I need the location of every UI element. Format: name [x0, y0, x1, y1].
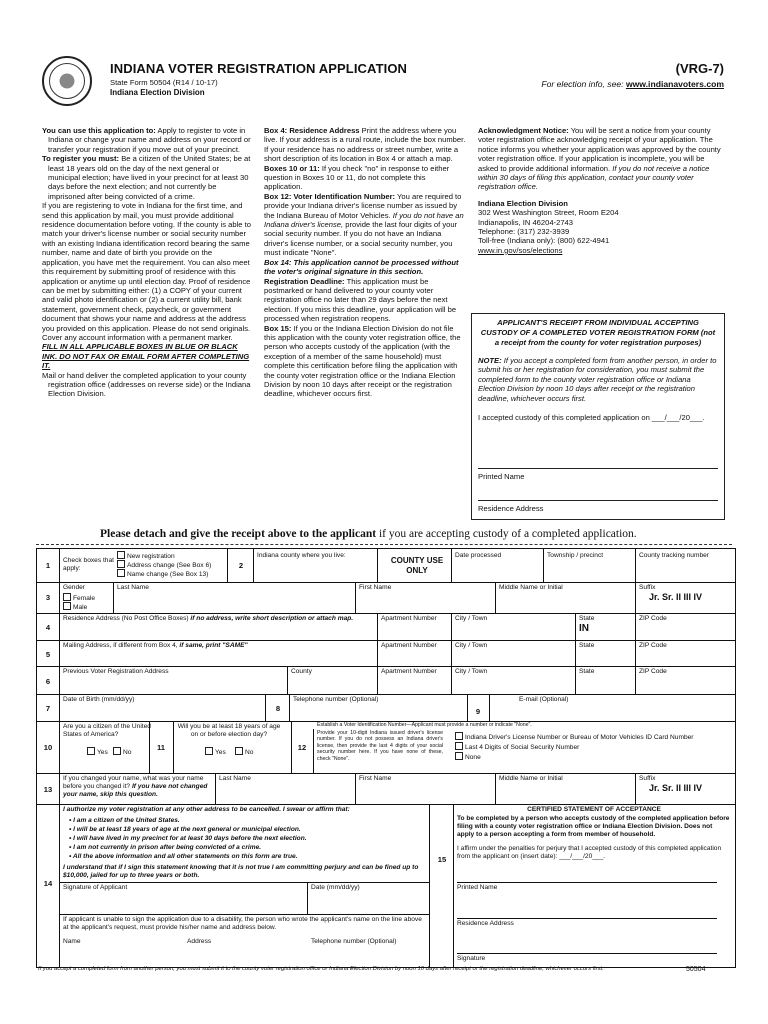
- email-field[interactable]: E-mail (Optional): [519, 696, 569, 703]
- phone-field[interactable]: Telephone number (Optional): [293, 696, 379, 703]
- receipt-printed-name[interactable]: Printed Name: [478, 472, 525, 481]
- age-yes-checkbox[interactable]: Yes: [205, 747, 226, 757]
- state-value: IN: [579, 623, 589, 634]
- residence-address-field[interactable]: Residence Address (No Post Office Boxes) if no address, write short description or attach map.: [63, 615, 354, 622]
- female-checkbox[interactable]: Female: [63, 593, 95, 603]
- form-code: (VRG-7): [675, 61, 724, 76]
- citizen-yes-checkbox[interactable]: Yes: [87, 747, 108, 757]
- name-change-checkbox[interactable]: Name change (See Box 13): [117, 569, 208, 579]
- no-id-checkbox[interactable]: None: [455, 752, 481, 762]
- oath-list: • I am a citizen of the United States. • I will be at least 18 years of age at the next general or municipal election. • I will have lived in my precinct for at least 30 days before the next election. • I am not currently in prison after being convicted of a crime. • All the above information and all other statements on this form are true.: [69, 817, 307, 860]
- receipt-residence-address[interactable]: Residence Address: [478, 504, 544, 513]
- suffix-options[interactable]: Jr. Sr. II III IV: [649, 592, 703, 602]
- previous-last-name-field[interactable]: Last Name: [219, 775, 251, 782]
- receipt-accepted-date[interactable]: I accepted custody of this completed application on ___/___/20___.: [478, 413, 705, 423]
- applicant-receipt-box: APPLICANT'S RECEIPT FROM INDIVIDUAL ACCEPTING CUSTODY OF A COMPLETED VOTER REGISTRATION FORM (not a receipt from the county for voter registration purposes) NOTE: If you accept a completed form from another person, in order to submit his or her registration for consideration, you must submit the completed form to the county voter registration office or Indiana Election Division by noon 10 days after receipt or the registration deadline, whichever occurs first. I accepted custody of this completed application on ___/___/20___. Printed Name Residence Address: [471, 313, 725, 520]
- new-registration-checkbox[interactable]: New registration: [117, 551, 175, 561]
- form-title: INDIANA VOTER REGISTRATION APPLICATION: [110, 61, 408, 76]
- election-info: For election info, see: www.indianavoters.com: [541, 79, 724, 89]
- cert-signature-field[interactable]: Signature: [457, 955, 486, 962]
- drivers-license-checkbox[interactable]: Indiana Driver's License Number or Bureau of Motor Vehicles ID Card Number: [455, 732, 693, 742]
- middle-name-field[interactable]: Middle Name or Initial: [499, 584, 563, 591]
- ssn-last4-checkbox[interactable]: Last 4 Digits of Social Security Number: [455, 742, 579, 752]
- citizen-no-checkbox[interactable]: No: [113, 747, 131, 757]
- last-name-field[interactable]: Last Name: [117, 584, 149, 591]
- election-info-link[interactable]: www.indianavoters.com: [625, 79, 724, 89]
- division-name: Indiana Election Division: [110, 88, 205, 97]
- indiana-state-seal-icon: [42, 56, 92, 106]
- helper-address-field[interactable]: Address: [187, 938, 212, 945]
- detach-instruction: Please detach and give the receipt above to the applicant if you are accepting custody of a completed application.: [100, 528, 637, 540]
- form-number: State Form 50504 (R14 / 10-17): [110, 78, 218, 87]
- footer-note: If you accept a completed form from another person, you must submit it to the county voter registration office or Indiana Election Division by noon 10 days after receipt or the registration deadline, whichever occurs first.: [38, 966, 604, 972]
- dob-field[interactable]: Date of Birth (mm/dd/yy): [63, 696, 135, 703]
- mailing-address-field[interactable]: Mailing Address, if different from Box 4, if same, print "SAME": [63, 642, 248, 649]
- cert-printed-name-field[interactable]: Printed Name: [457, 884, 498, 891]
- elections-website-link[interactable]: www.in.gov/sos/elections: [478, 245, 563, 255]
- previous-middle-name-field[interactable]: Middle Name or Initial: [499, 775, 563, 782]
- instructions-column-1: You can use this application to: Apply to register to vote in Indiana or change your name and address on your record or transfer your registration if you move out of your precinct. To register you must: Be a citizen of the United States; be at least 18 years old on the day of the next general or municipal election; have lived in your precinct for at least 30 days before the next election; and not currently be imprisoned after being convicted of a crime. If you are registering to vote in Indiana for the first time, and send this application by mail, you must provide additional residence documentation before voting. If the county is able to match your driver's license number or social security number with an existing Indiana identification record bearing the same number, name and date of birth you provide on the application, you have met the requirement. You can also meet this requirement by submitting proof of residence with this application or anytime up until election day. Proof of residence can be met by submitting either: (1) a COPY of your current and valid photo identification or (2) a current utility bill, bank statement, government check, paycheck, or government document that shows your name and address at the address you provided on this application. Please do not send originals. Cover any account information with a permanent marker. FILL IN ALL APPLICABLE BOXES IN BLUE OR BLACK INK. DO NOT FAX OR EMAIL FORM AFTER COMPLETING IT. Mail or hand deliver the completed application to your county registration office (addresses on reverse side) or the Indiana Election Division.: [42, 126, 251, 399]
- cert-acceptance-date[interactable]: I affirm under the penalties for perjury that I accepted custody of this completed application from the applicant on (insert date): ___/___/20___.: [457, 845, 722, 860]
- applicant-signature-field[interactable]: Signature of Applicant: [63, 884, 128, 891]
- age-no-checkbox[interactable]: No: [235, 747, 253, 757]
- footer-form-number: 50504: [686, 966, 706, 973]
- address-change-checkbox[interactable]: Address change (See Box 6): [117, 560, 211, 570]
- male-checkbox[interactable]: Male: [63, 602, 87, 612]
- signature-date-field[interactable]: Date (mm/dd/yy): [311, 884, 360, 891]
- registration-form: 1 Check boxes that apply: New registration Address change (See Box 6) Name change (See Box 13) 2 Indiana county where you live: COUNTY USE ONLY Date processed Township / precinct County tracking number 3 Gender Female Male Last Name First Name Middle Name or Initial Suffix Jr. Sr. II III IV 4 Residence Address (No Post Office Boxes) if no address, write short description or attach map. Apartment Number City / Town State IN ZIP Code 5 Mailing Address, if different from Box 4, if same, print "SAME" Apartment Number City / Town State ZIP Code 6 Previous Voter Registration Address County Apartment Number City / Town State ZIP Code 7 Date of Birth (mm/dd/yy) 8 Telephone number (Optional) 9 E-mail (Optional) 10 Are you a citizen of the United States of America? Yes No 11 Will you be at least 18 years of age on or before election day? Yes No 12 Establish a Voter Identification Number—Applicant must provide a number or indicate "None". Provide your 10-digit Indiana issued driver's license number. If you do not possess an Indiana driver's license, then provide the last 4 digits of your social security number here. If you have none of these, check "None". Indiana Driver's License Number or Bureau of Motor Vehicles ID Card Number Last 4 Digits of Social Security Number None 13 If you changed your name, what was your name before you changed it? If you have not changed your name, skip this question. Last Name First Name Middle Name or Initial Suffix Jr. Sr. II III IV 14 I authorize my voter registration at any other address to be cancelled. I swear or affirm that: • I am a citizen of the United States. • I will be at least 18 years of age at the next general or municipal election. • I will have lived in my precinct for at least 30 days before the next election. • I am not currently in prison after being convicted of a crime. • All the above information and all other statements on this form are true. I understand that if I sign this statement knowing that it is not true I am committing perjury and can be fined up to $10,000, jailed for up to three years or both. Signature of Applicant Date (mm/dd/yy) If applicant is unable to sign the application due to a disability, the person who wrote the applicant's name on the line above at the applicant's request, must provide his/her name and address below. Name Address Telephone number (Optional) 15 CERTIFIED STATEMENT OF ACCEPTANCE To be completed by a person who accepts custody of the completed application before filing with a county voter registration office or Indiana Election Division. Does not apply to a person accepting a form from member of household. I affirm under the penalties for perjury that I accepted custody of this completed application from the applicant on (insert date): ___/___/20___. Printed Name Residence Address Signature: [36, 548, 736, 968]
- cut-line: [36, 544, 732, 545]
- cert-residence-address-field[interactable]: Residence Address: [457, 920, 514, 927]
- instructions-column-3: Acknowledgment Notice: You will be sent a notice from your county voter registration office acknowledging receipt of your application. The notice informs you whether your application was approved by the county voter registration office. If your application is incomplete, you will be asked to provide additional information. If you do not receive a notice within 30 days of filing this application, contact your county voter registration office. Indiana Election Division 302 West Washington Street, Room E204 Indianapolis, IN 46204-2743 Telephone: (317) 232-3939 Toll-free (Indiana only): (800) 622-4941 www.in.gov/sos/elections: [478, 126, 724, 255]
- county-field[interactable]: Indiana county where you live:: [257, 552, 346, 559]
- helper-name-field[interactable]: Name: [63, 938, 81, 945]
- previous-address-field[interactable]: Previous Voter Registration Address: [63, 668, 169, 675]
- previous-suffix-options[interactable]: Jr. Sr. II III IV: [649, 783, 703, 793]
- instructions-column-2: Box 4: Residence Address Print the address where you live. If your address is a rural route, include the box number. If your residence has no address or street number, write a short description of its location in Box 4 or attach a map. Boxes 10 or 11: If you check "no" in response to either question in Boxes 10 or 11, do not complete this application. Box 12: Voter Identification Number: You are required to provide your Indiana driver's license number as issued by the Indiana Bureau of Motor Vehicles. If you do not have an Indiana driver's license, provide the last four digits of your social security number. If you do not have an Indiana driver's license number, or a social security number, you must indicate "None". Box 14: This application cannot be processed without the voter's original signature in this section. Registration Deadline: This application must be postmarked or hand delivered to your county voter registration office no later than 29 days before the next election. If you miss this deadline, your application will be processed when registration reopens. Box 15: If you or the Indiana Election Division do not file this application with the county voter registration office, the person who accepts custody of the application (with the exception of a member of the same household) must complete this certification before filing the application with the county voter registration office or the Indiana Election Division by noon 10 days after receipt or the registration deadline, whichever occurs first.: [264, 126, 466, 399]
- previous-first-name-field[interactable]: First Name: [359, 775, 392, 782]
- first-name-field[interactable]: First Name: [359, 584, 392, 591]
- helper-phone-field[interactable]: Telephone number (Optional): [311, 938, 397, 945]
